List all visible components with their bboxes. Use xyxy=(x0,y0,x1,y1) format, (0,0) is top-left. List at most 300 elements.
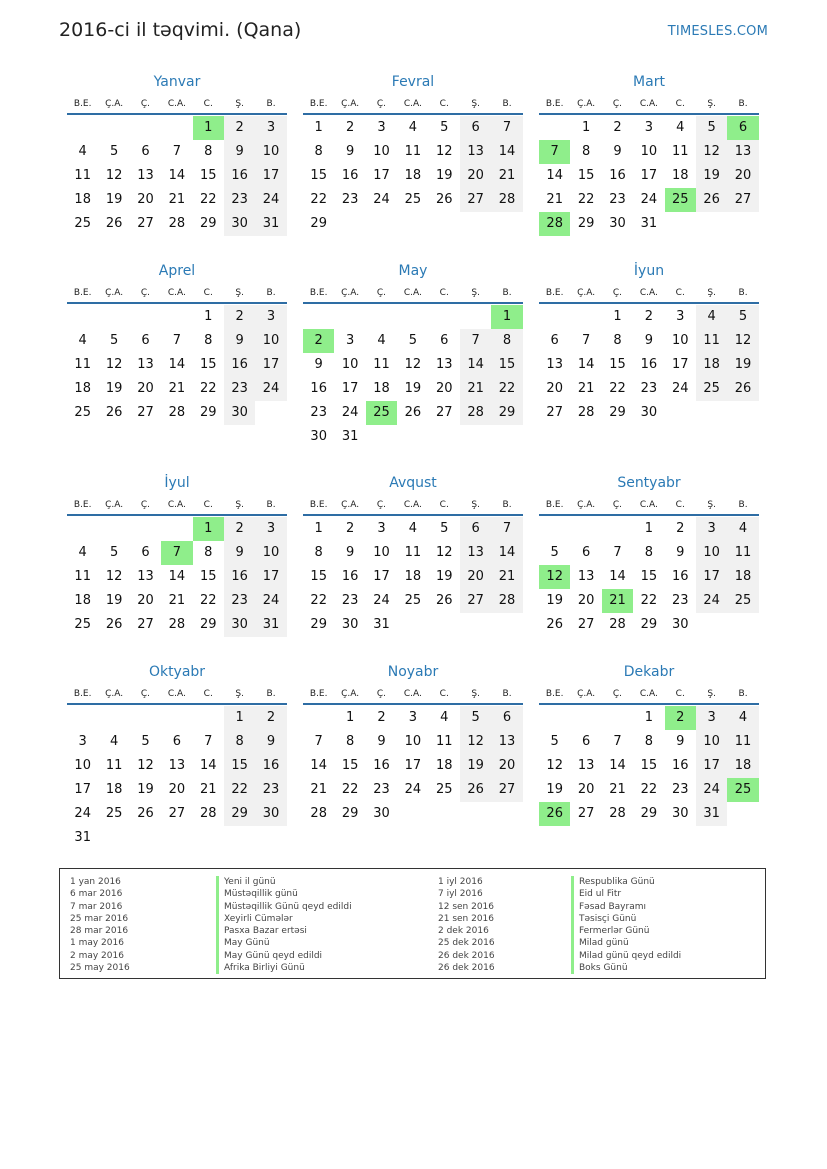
day-cell: 2 xyxy=(644,309,653,324)
day-cell: 2 xyxy=(224,116,255,140)
days-grid xyxy=(67,706,287,850)
day-cell: 10 xyxy=(341,357,359,372)
day-cell: 26 xyxy=(696,188,727,212)
day-cell: 1 xyxy=(644,521,653,536)
day-cell: 20 xyxy=(460,164,491,188)
weekday-label: Ç.A. xyxy=(341,689,360,699)
day-cell: 26 xyxy=(435,192,453,207)
day-cell: 23 xyxy=(609,192,626,207)
holiday-legend xyxy=(59,868,766,979)
day-cell: 20 xyxy=(137,192,154,207)
empty-cell xyxy=(539,517,570,541)
holiday-day-cell: 1 xyxy=(193,517,224,541)
day-cell: 19 xyxy=(727,353,758,377)
day-cell: 20 xyxy=(577,593,595,608)
empty-cell xyxy=(539,305,570,329)
month-name: İyul xyxy=(164,475,190,491)
empty-cell xyxy=(161,706,192,730)
day-cell: 7 xyxy=(581,333,591,348)
day-cell: 13 xyxy=(435,357,453,372)
day-cell: 28 xyxy=(310,806,327,821)
header-divider xyxy=(67,514,287,516)
day-cell: 20 xyxy=(168,782,186,797)
day-cell: 25 xyxy=(404,593,422,608)
day-cell: 24 xyxy=(640,192,658,207)
weekday-label: Ç. xyxy=(612,689,623,699)
day-cell: 22 xyxy=(199,593,217,608)
day-cell: 8 xyxy=(644,734,653,749)
day-cell: 25 xyxy=(696,377,727,401)
holiday-date: 25 dek 2016 xyxy=(438,938,495,949)
day-cell: 27 xyxy=(491,778,522,802)
day-cell: 2 xyxy=(224,517,255,541)
holiday-name: Eid ul Fitr xyxy=(571,888,681,900)
day-cell: 19 xyxy=(696,164,727,188)
holiday-date: 12 sen 2016 xyxy=(438,901,495,912)
empty-cell xyxy=(161,517,192,541)
day-cell: 27 xyxy=(137,216,154,231)
day-cell: 22 xyxy=(199,192,217,207)
day-cell: 9 xyxy=(676,734,685,749)
weekday-label: C. xyxy=(675,288,685,298)
day-cell: 23 xyxy=(671,593,689,608)
day-cell: 22 xyxy=(199,381,217,396)
day-cell: 24 xyxy=(341,405,359,420)
day-cell: 8 xyxy=(314,144,323,159)
month-calendar xyxy=(303,262,523,449)
weekday-label: B. xyxy=(738,689,748,699)
month-name: Sentyabr xyxy=(617,475,681,491)
day-cell: 14 xyxy=(609,569,626,584)
day-cell: 5 xyxy=(109,144,119,159)
month-name: Yanvar xyxy=(153,74,201,90)
empty-cell xyxy=(460,305,491,329)
month-calendar xyxy=(303,474,523,637)
day-cell: 22 xyxy=(640,593,658,608)
empty-cell xyxy=(429,305,460,329)
day-cell: 16 xyxy=(224,164,255,188)
empty-cell xyxy=(67,116,98,140)
day-cell: 11 xyxy=(404,545,422,560)
day-cell: 8 xyxy=(204,545,213,560)
weekday-header xyxy=(539,285,759,301)
day-cell: 11 xyxy=(671,144,689,159)
weekday-label: B.E. xyxy=(309,99,328,109)
day-cell: 21 xyxy=(491,164,522,188)
day-cell: 28 xyxy=(168,216,186,231)
month-name: Noyabr xyxy=(387,664,439,680)
holiday-day-cell: 26 xyxy=(539,802,570,826)
day-cell: 21 xyxy=(577,381,595,396)
day-cell: 1 xyxy=(224,706,255,730)
day-cell: 9 xyxy=(224,541,255,565)
day-cell: 12 xyxy=(105,357,123,372)
weekday-label: C. xyxy=(439,99,449,109)
header-divider xyxy=(303,703,523,705)
day-cell: 6 xyxy=(491,706,522,730)
weekday-header xyxy=(539,96,759,112)
month-calendar xyxy=(67,262,287,425)
day-cell: 28 xyxy=(491,188,522,212)
day-cell: 7 xyxy=(204,734,213,749)
day-cell: 23 xyxy=(671,782,689,797)
day-cell: 31 xyxy=(373,617,390,632)
site-logo[interactable]: TIMESLES.COM xyxy=(667,24,768,39)
day-cell: 23 xyxy=(341,593,359,608)
header-divider xyxy=(539,703,759,705)
holiday-name: Təsisçi Günü xyxy=(571,913,681,925)
day-cell: 14 xyxy=(199,758,217,773)
holiday-name: Yeni il günü xyxy=(216,876,352,888)
weekday-label: C. xyxy=(675,689,685,699)
empty-cell xyxy=(98,517,129,541)
day-cell: 28 xyxy=(168,405,186,420)
day-cell: 9 xyxy=(345,545,355,560)
day-cell: 29 xyxy=(341,806,359,821)
holiday-name: Boks Günü xyxy=(571,962,681,974)
month-name: İyun xyxy=(633,263,665,279)
day-cell: 22 xyxy=(224,778,255,802)
day-cell: 2 xyxy=(345,521,355,536)
weekday-label: B. xyxy=(502,99,512,109)
day-cell: 23 xyxy=(341,192,359,207)
holiday-name: Fermerlər Günü xyxy=(571,925,681,937)
weekday-label: Ç.A. xyxy=(577,288,596,298)
day-cell: 30 xyxy=(224,401,255,425)
day-cell: 20 xyxy=(546,381,563,396)
empty-cell xyxy=(193,706,224,730)
empty-cell xyxy=(130,116,161,140)
day-cell: 26 xyxy=(460,778,491,802)
day-cell: 13 xyxy=(577,758,595,773)
header-divider xyxy=(67,703,287,705)
month-calendar xyxy=(67,474,287,637)
month-calendar xyxy=(539,73,759,236)
header-divider xyxy=(539,514,759,516)
day-cell: 19 xyxy=(105,192,123,207)
day-cell: 3 xyxy=(255,517,286,541)
weekday-header xyxy=(303,686,523,702)
day-cell: 27 xyxy=(577,806,595,821)
weekday-label: C. xyxy=(675,99,685,109)
day-cell: 17 xyxy=(74,782,91,797)
day-cell: 30 xyxy=(671,806,689,821)
month-calendar xyxy=(303,663,523,826)
day-cell: 6 xyxy=(460,116,491,140)
weekday-label: Ç.A. xyxy=(341,500,360,510)
day-cell: 11 xyxy=(404,144,422,159)
day-cell: 14 xyxy=(460,353,491,377)
day-cell: 10 xyxy=(255,140,286,164)
day-cell: 3 xyxy=(676,309,685,324)
day-cell: 27 xyxy=(168,806,186,821)
day-cell: 5 xyxy=(460,706,491,730)
weekday-label: C. xyxy=(439,500,449,510)
header-divider xyxy=(539,113,759,115)
day-cell: 13 xyxy=(137,168,154,183)
weekday-label: Ş. xyxy=(707,689,716,699)
day-cell: 9 xyxy=(314,357,323,372)
weekday-label: B. xyxy=(266,99,276,109)
weekday-label: Ş. xyxy=(471,99,480,109)
day-cell: 25 xyxy=(74,216,91,231)
day-cell: 11 xyxy=(74,357,91,372)
day-cell: 26 xyxy=(435,593,453,608)
empty-cell xyxy=(570,517,601,541)
day-cell: 16 xyxy=(224,565,255,589)
day-cell: 20 xyxy=(137,381,154,396)
day-cell: 16 xyxy=(341,168,359,183)
empty-cell xyxy=(602,517,633,541)
day-cell: 23 xyxy=(310,405,327,420)
weekday-header xyxy=(67,285,287,301)
month-name: Mart xyxy=(633,74,665,90)
month-name: Dekabr xyxy=(623,664,675,680)
holiday-name: Milad günü xyxy=(571,937,681,949)
day-cell: 26 xyxy=(105,216,123,231)
day-cell: 20 xyxy=(491,754,522,778)
weekday-label: Ç. xyxy=(612,288,623,298)
day-cell: 19 xyxy=(546,593,563,608)
day-cell: 29 xyxy=(640,806,658,821)
month-calendar xyxy=(539,262,759,425)
holiday-date: 25 may 2016 xyxy=(70,963,130,974)
day-cell: 11 xyxy=(727,730,758,754)
weekday-label: C.A. xyxy=(639,288,658,298)
day-cell: 8 xyxy=(581,144,591,159)
holiday-date: 1 iyl 2016 xyxy=(438,877,483,887)
day-cell: 28 xyxy=(609,806,626,821)
day-cell: 5 xyxy=(109,333,119,348)
days-grid xyxy=(539,517,759,637)
day-cell: 26 xyxy=(105,405,123,420)
day-cell: 15 xyxy=(640,569,658,584)
day-cell: 15 xyxy=(224,754,255,778)
day-cell: 9 xyxy=(255,730,286,754)
day-cell: 2 xyxy=(224,305,255,329)
day-cell: 4 xyxy=(78,333,87,348)
day-cell: 4 xyxy=(676,120,685,135)
empty-cell xyxy=(570,706,601,730)
weekday-label: B.E. xyxy=(309,500,328,510)
weekday-header xyxy=(539,686,759,702)
day-cell: 15 xyxy=(609,357,626,372)
holiday-day-cell: 6 xyxy=(727,116,758,140)
day-cell: 28 xyxy=(460,401,491,425)
day-cell: 1 xyxy=(314,521,323,536)
day-cell: 18 xyxy=(435,758,453,773)
day-cell: 30 xyxy=(224,613,255,637)
empty-cell xyxy=(67,517,98,541)
day-cell: 10 xyxy=(696,541,727,565)
weekday-label: Ş. xyxy=(707,99,716,109)
day-cell: 24 xyxy=(373,192,390,207)
day-cell: 21 xyxy=(546,192,563,207)
day-cell: 18 xyxy=(727,754,758,778)
empty-cell xyxy=(161,305,192,329)
day-cell: 8 xyxy=(224,730,255,754)
holiday-day-cell: 12 xyxy=(539,565,570,589)
weekday-label: C. xyxy=(203,288,213,298)
day-cell: 25 xyxy=(435,782,453,797)
holiday-date: 1 may 2016 xyxy=(70,938,124,949)
day-cell: 26 xyxy=(727,377,758,401)
day-cell: 13 xyxy=(137,357,154,372)
day-cell: 14 xyxy=(609,758,626,773)
weekday-header xyxy=(303,285,523,301)
weekday-label: B.E. xyxy=(73,500,92,510)
holiday-date: 7 iyl 2016 xyxy=(438,889,483,900)
weekday-label: C.A. xyxy=(639,99,658,109)
month-calendar xyxy=(67,663,287,850)
day-cell: 29 xyxy=(224,802,255,826)
day-cell: 13 xyxy=(727,140,758,164)
holiday-date: 28 mar 2016 xyxy=(70,926,129,937)
day-cell: 11 xyxy=(74,569,91,584)
month-calendar xyxy=(539,663,759,826)
weekday-label: C.A. xyxy=(403,500,422,510)
day-cell: 22 xyxy=(640,782,658,797)
day-cell: 5 xyxy=(550,545,559,560)
day-cell: 15 xyxy=(199,569,217,584)
day-cell: 31 xyxy=(74,830,91,845)
month-name: May xyxy=(398,263,428,279)
day-cell: 11 xyxy=(105,758,123,773)
weekday-label: B. xyxy=(502,288,512,298)
holiday-name: Pasxa Bazar ertəsi xyxy=(216,925,352,937)
day-cell: 30 xyxy=(640,405,658,420)
empty-cell xyxy=(98,116,129,140)
day-cell: 5 xyxy=(696,116,727,140)
day-cell: 23 xyxy=(255,778,286,802)
holiday-day-cell: 21 xyxy=(602,589,633,613)
day-cell: 12 xyxy=(546,758,563,773)
day-cell: 30 xyxy=(341,617,359,632)
day-cell: 16 xyxy=(671,758,689,773)
month-name: Aprel xyxy=(158,263,196,279)
day-cell: 13 xyxy=(460,140,491,164)
weekday-label: B. xyxy=(738,288,748,298)
day-cell: 23 xyxy=(640,381,658,396)
day-cell: 22 xyxy=(577,192,595,207)
day-cell: 10 xyxy=(671,333,689,348)
day-cell: 10 xyxy=(255,541,286,565)
days-grid xyxy=(539,305,759,425)
day-cell: 13 xyxy=(460,541,491,565)
weekday-label: C.A. xyxy=(167,288,186,298)
day-cell: 17 xyxy=(373,569,390,584)
holiday-day-cell: 7 xyxy=(161,541,192,565)
holiday-day-cell: 2 xyxy=(303,329,334,353)
day-cell: 4 xyxy=(109,734,119,749)
day-cell: 18 xyxy=(671,168,689,183)
weekday-label: Ç.A. xyxy=(577,99,596,109)
weekday-label: C. xyxy=(203,689,213,699)
day-cell: 30 xyxy=(373,806,390,821)
weekday-label: Ç. xyxy=(376,500,387,510)
day-cell: 10 xyxy=(255,329,286,353)
day-cell: 22 xyxy=(609,381,626,396)
day-cell: 25 xyxy=(74,617,91,632)
day-cell: 1 xyxy=(613,309,622,324)
day-cell: 30 xyxy=(671,617,689,632)
weekday-label: Ç. xyxy=(376,99,387,109)
day-cell: 12 xyxy=(404,357,422,372)
holiday-name: Respublika Günü xyxy=(571,876,681,888)
day-cell: 15 xyxy=(199,168,217,183)
month-name: Oktyabr xyxy=(148,664,206,680)
day-cell: 30 xyxy=(255,802,286,826)
day-cell: 27 xyxy=(460,589,491,613)
holiday-date: 26 dek 2016 xyxy=(438,963,495,974)
day-cell: 20 xyxy=(460,565,491,589)
day-cell: 16 xyxy=(640,357,658,372)
day-cell: 3 xyxy=(644,120,653,135)
day-cell: 17 xyxy=(341,381,359,396)
weekday-label: B.E. xyxy=(309,689,328,699)
day-cell: 11 xyxy=(373,357,390,372)
month-calendar xyxy=(539,474,759,637)
day-cell: 21 xyxy=(609,782,626,797)
day-cell: 27 xyxy=(727,188,758,212)
day-cell: 12 xyxy=(435,144,453,159)
day-cell: 21 xyxy=(199,782,217,797)
weekday-label: B.E. xyxy=(545,99,564,109)
day-cell: 16 xyxy=(224,353,255,377)
day-cell: 9 xyxy=(676,545,685,560)
day-cell: 29 xyxy=(199,216,217,231)
day-cell: 29 xyxy=(199,617,217,632)
weekday-label: B.E. xyxy=(545,500,564,510)
day-cell: 7 xyxy=(491,116,522,140)
day-cell: 18 xyxy=(404,569,422,584)
day-cell: 8 xyxy=(204,333,213,348)
day-cell: 12 xyxy=(696,140,727,164)
page-title: 2016-ci il təqvimi. (Qana) xyxy=(59,19,302,41)
weekday-label: Ç. xyxy=(140,288,151,298)
weekday-label: B.E. xyxy=(73,99,92,109)
day-cell: 27 xyxy=(546,405,563,420)
day-cell: 2 xyxy=(676,521,685,536)
day-cell: 29 xyxy=(199,405,217,420)
day-cell: 7 xyxy=(613,734,622,749)
day-cell: 16 xyxy=(373,758,390,773)
header-divider xyxy=(303,302,523,304)
day-cell: 12 xyxy=(460,730,491,754)
empty-cell xyxy=(397,305,428,329)
weekday-label: Ç.A. xyxy=(105,500,124,510)
month-calendar xyxy=(303,73,523,236)
holiday-date: 7 mar 2016 xyxy=(70,901,123,912)
day-cell: 21 xyxy=(460,377,491,401)
legend-dates-left xyxy=(70,876,130,974)
day-cell: 26 xyxy=(404,405,422,420)
days-grid xyxy=(67,517,287,637)
day-cell: 25 xyxy=(74,405,91,420)
empty-cell xyxy=(366,305,397,329)
day-cell: 19 xyxy=(435,569,453,584)
day-cell: 11 xyxy=(74,168,91,183)
day-cell: 10 xyxy=(373,545,390,560)
day-cell: 2 xyxy=(345,120,355,135)
day-cell: 3 xyxy=(377,120,386,135)
day-cell: 9 xyxy=(224,140,255,164)
weekday-label: Ş. xyxy=(235,99,244,109)
day-cell: 13 xyxy=(491,730,522,754)
empty-cell xyxy=(130,517,161,541)
day-cell: 28 xyxy=(491,589,522,613)
month-name: Avqust xyxy=(389,475,437,491)
